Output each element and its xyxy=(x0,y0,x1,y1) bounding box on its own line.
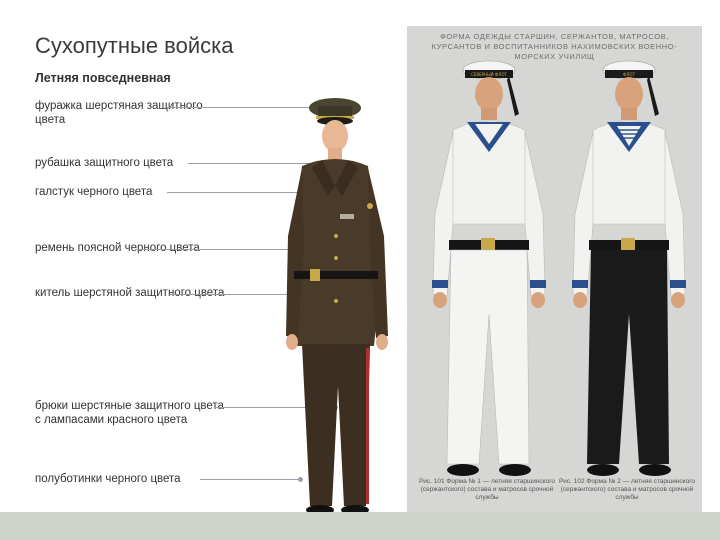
svg-text:СЕВЕРНЫЙ ФЛОТ: СЕВЕРНЫЙ ФЛОТ xyxy=(471,72,507,77)
label-belt: ремень поясной черного цвета xyxy=(35,242,200,254)
label-cap: фуражка шерстяная защитного цвета xyxy=(35,100,203,126)
sailor-illustration-form-1 xyxy=(417,54,557,482)
label-shirt: рубашка защитного цвета xyxy=(35,157,174,169)
label-tie: галстук черного цвета xyxy=(35,186,153,198)
panel-subtitle: Летняя повседневная xyxy=(35,71,171,85)
navy-uniform-plate xyxy=(407,26,702,512)
army-soldier-illustration xyxy=(280,86,400,516)
caption-figure-102: Рис. 102 Форма № 2 — летняя старшинского (сержантского) состава и матросов срочной службы xyxy=(558,478,696,501)
sailor-illustration-form-2 xyxy=(557,54,697,482)
label-shoes: полуботинки черного цвета xyxy=(35,473,181,485)
bottom-bar xyxy=(0,512,720,540)
svg-text:ФЛОТ: ФЛОТ xyxy=(622,72,636,77)
panel-title: Сухопутные войска xyxy=(35,33,234,58)
plate-header: ФОРМА ОДЕЖДЫ СТАРШИН, СЕРЖАНТОВ, МАТРОСОВ, КУРСАНТОВ И ВОСПИТАННИКОВ НАХИМОВСКИХ ВОЕННО-МОРСКИХ УЧИЛИЩ xyxy=(431,32,678,61)
label-jacket: китель шерстяной защитного цвета xyxy=(35,287,225,299)
army-uniform-panel xyxy=(20,26,406,512)
label-trousers: брюки шерстяные защитного цвета с лампасами красного цвета xyxy=(35,400,224,426)
caption-figure-101: Рис. 101 Форма № 1 — летняя старшинского (сержантского) состава и матросов срочной службы xyxy=(418,478,556,501)
